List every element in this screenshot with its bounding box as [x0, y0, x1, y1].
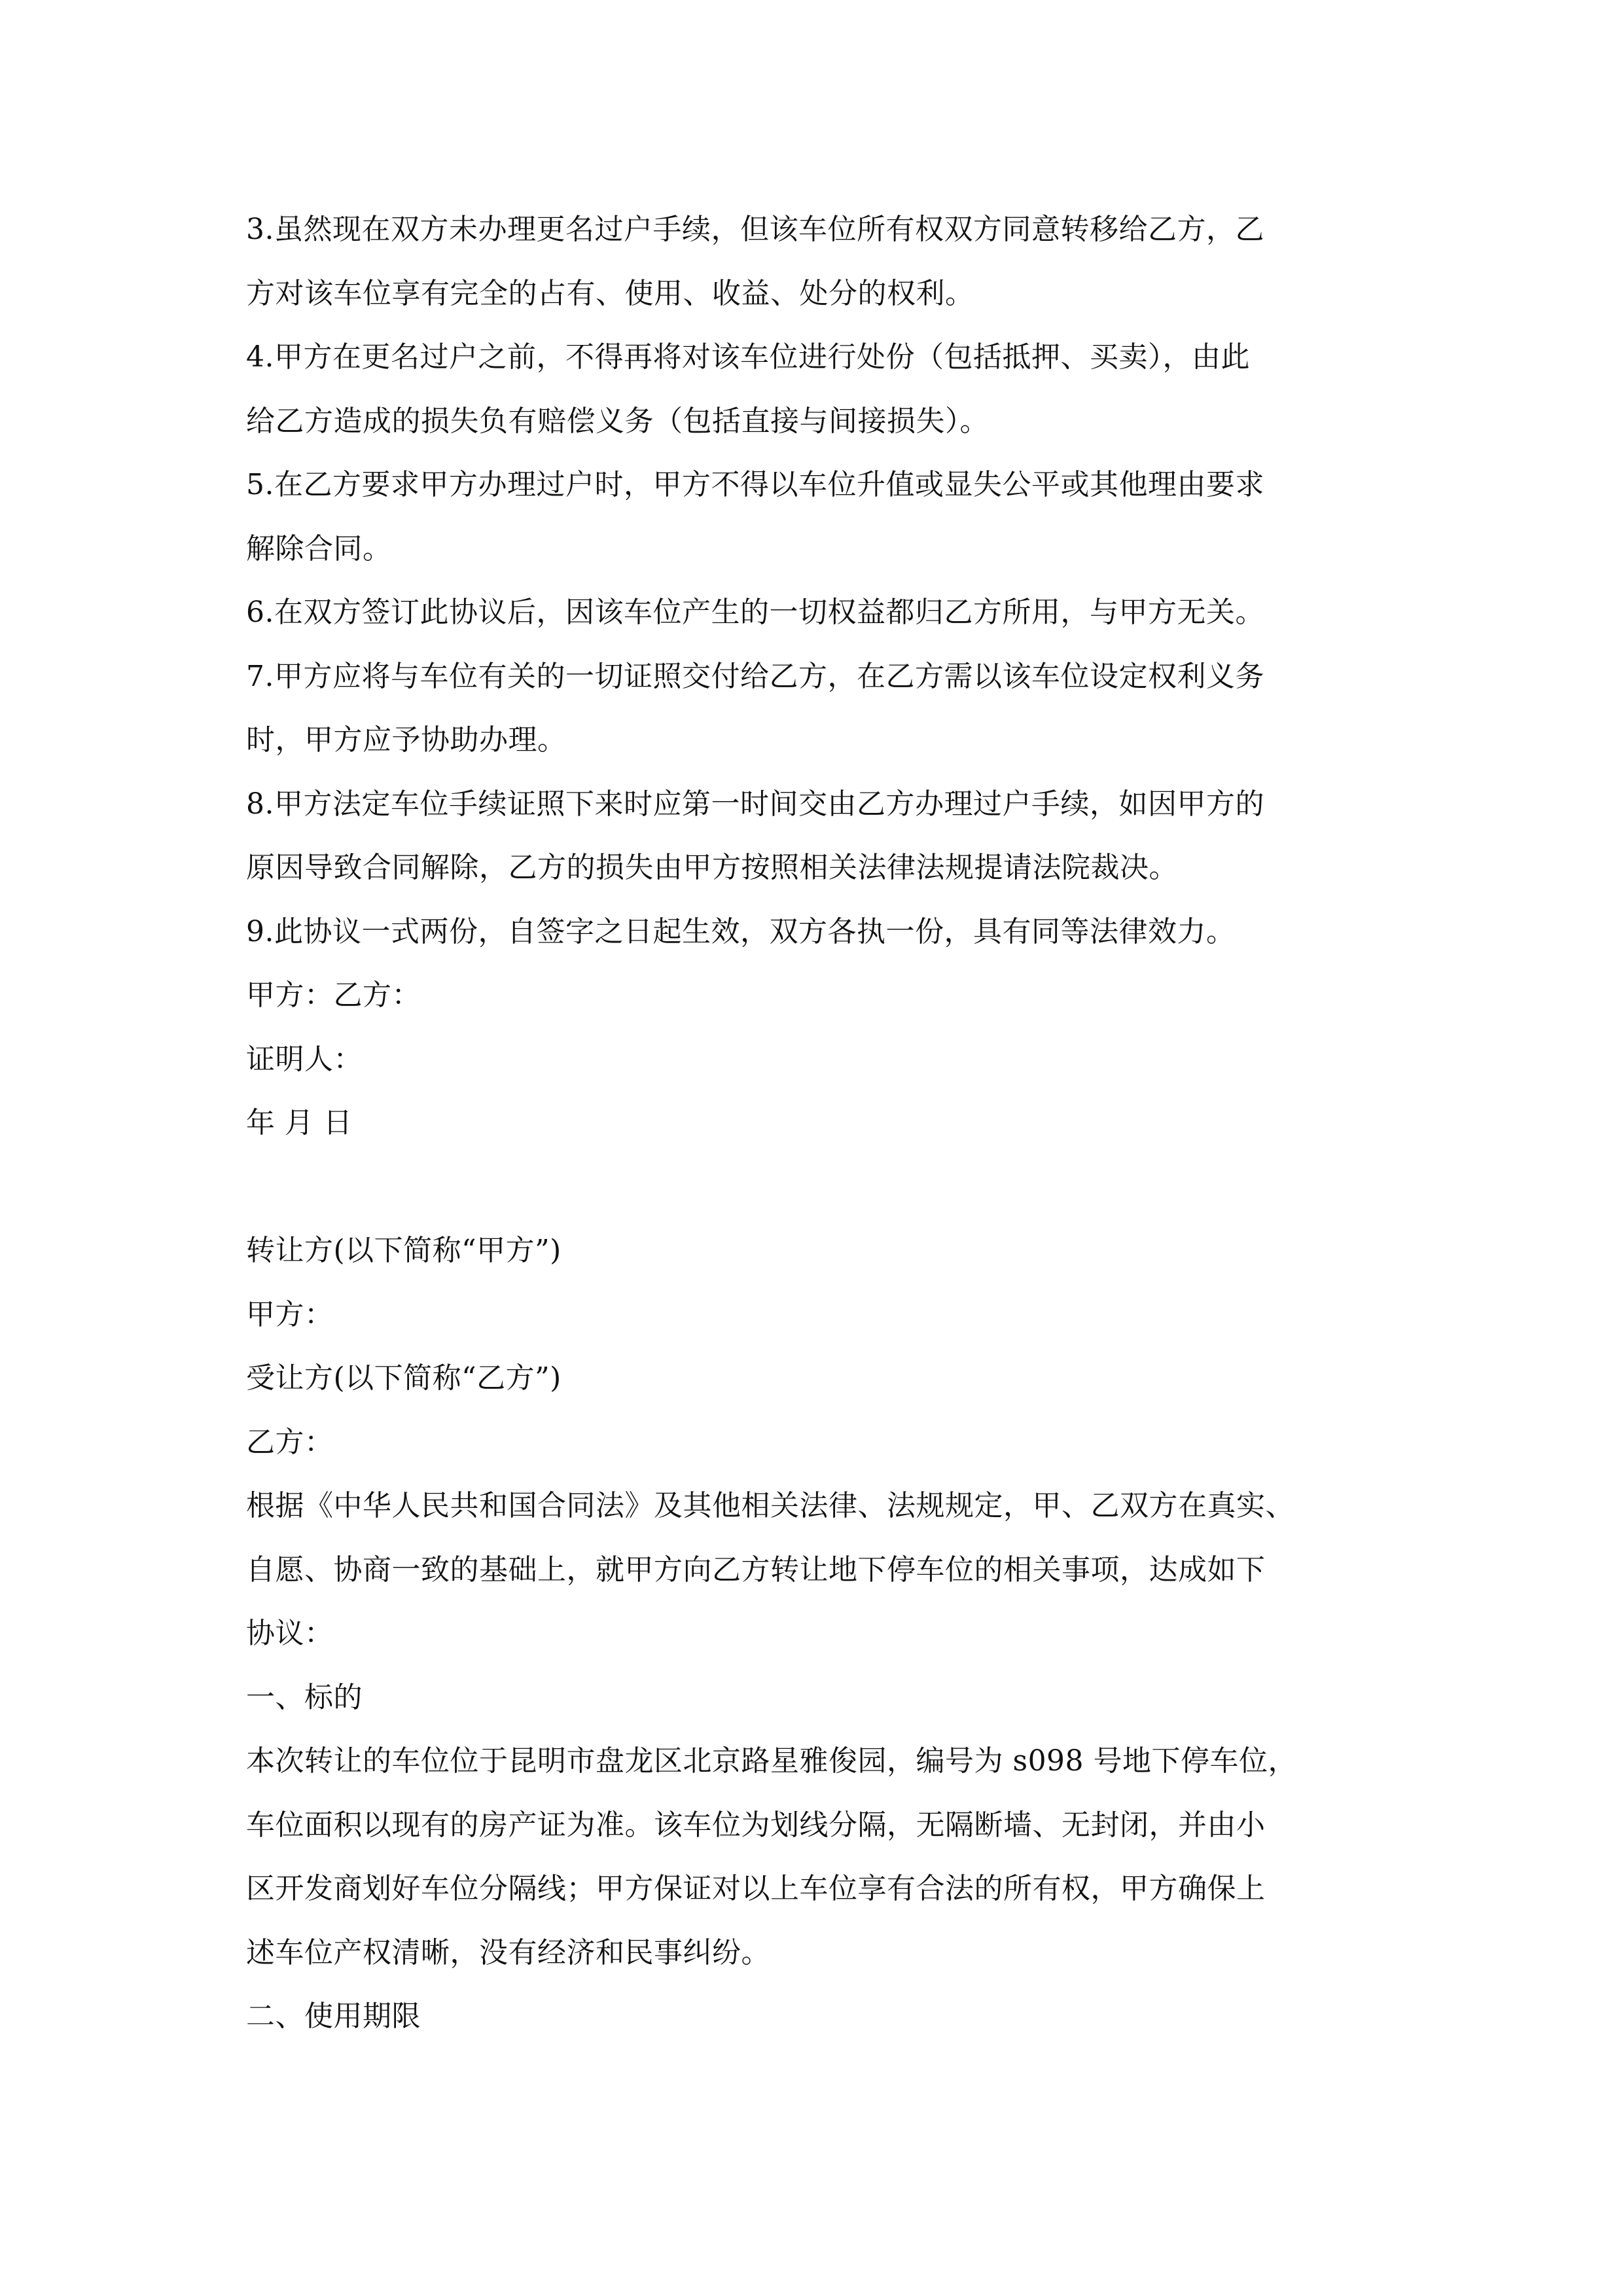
transferor-label: 转让方(以下简称“甲方”) — [246, 1234, 562, 1267]
clause-9 — [246, 900, 1398, 964]
preamble-line-2: 自愿、协商一致的基础上，就甲方向乙方转让地下停车位的相关事项，达成如下 — [246, 1552, 1266, 1587]
section-1-line-2: 车位面积以现有的房产证为准。该车位为划线分隔，无隔断墙、无封闭，并由小 — [246, 1808, 1266, 1842]
section-gap — [246, 1155, 1398, 1219]
preamble-line-1: 根据《中华人民共和国合同法》及其他相关法律、法规规定，甲、乙双方在真实、 — [246, 1489, 1294, 1522]
clause-5 — [246, 453, 1398, 581]
preamble — [246, 1474, 1398, 1666]
signature-date: 年 月 日 — [246, 1106, 353, 1139]
clause-4-line-1: 4.甲方在更名过户之前，不得再将对该车位进行处份（包括抵押、买卖），由此 — [246, 340, 1250, 374]
preamble-line-3: 协议： — [246, 1617, 334, 1650]
clause-3-line-1: 3.虽然现在双方未办理更名过户手续，但该车位所有权双方同意转移给乙方，乙 — [246, 213, 1264, 246]
clause-4-line-2: 给乙方造成的损失负有赔偿义务（包括直接与间接损失）。 — [246, 404, 989, 438]
section-2-heading: 二、使用期限 — [246, 2000, 421, 2033]
clause-7-line-2: 时，甲方应予协助办理。 — [246, 723, 567, 757]
section-1-body — [246, 1729, 1398, 1984]
clause-8-line-1: 8.甲方法定车位手续证照下来时应第一时间交由乙方办理过户手续，如因甲方的 — [246, 787, 1264, 821]
clause-5-line-2: 解除合同。 — [246, 531, 392, 565]
clause-8 — [246, 772, 1398, 900]
clause-8-line-2: 原因导致合同解除，乙方的损失由甲方按照相关法律法规提请法院裁决。 — [246, 851, 1178, 884]
document-body — [246, 198, 1398, 2049]
signature-parties: 甲方：乙方： — [246, 978, 421, 1012]
clause-6-line-1: 6.在双方签订此协议后，因该车位产生的一切权益都归乙方所用，与甲方无关。 — [246, 596, 1264, 629]
clause-4 — [246, 325, 1398, 453]
clause-7-line-1: 7.甲方应将与车位有关的一切证照交付给乙方，在乙方需以该车位设定权利义务 — [246, 659, 1264, 693]
party-b-label: 乙方： — [246, 1425, 334, 1459]
clause-7 — [246, 645, 1398, 772]
clause-9-line-1: 9.此协议一式两份，自签字之日起生效，双方各执一份，具有同等法律效力。 — [246, 914, 1236, 948]
transferee-label: 受让方(以下简称“乙方”) — [246, 1361, 562, 1395]
signature-witness: 证明人： — [246, 1042, 363, 1076]
clause-6 — [246, 581, 1398, 645]
section-1-line-4: 述车位产权清晰，没有经济和民事纠纷。 — [246, 1935, 770, 1969]
party-a-label: 甲方： — [246, 1297, 334, 1331]
section-1-line-1: 本次转让的车位位于昆明市盘龙区北京路星雅俊园，编号为 s098 号地下停车位， — [246, 1744, 1298, 1778]
clause-3-line-2: 方对该车位享有完全的占有、使用、收益、处分的权利。 — [246, 276, 974, 310]
clause-3 — [246, 198, 1398, 325]
clause-5-line-1: 5.在乙方要求甲方办理过户时，甲方不得以车位升值或显失公平或其他理由要求 — [246, 468, 1264, 501]
section-1-heading: 一、标的 — [246, 1680, 363, 1714]
section-1-line-3: 区开发商划好车位分隔线；甲方保证对以上车位享有合法的所有权，甲方确保上 — [246, 1872, 1266, 1905]
